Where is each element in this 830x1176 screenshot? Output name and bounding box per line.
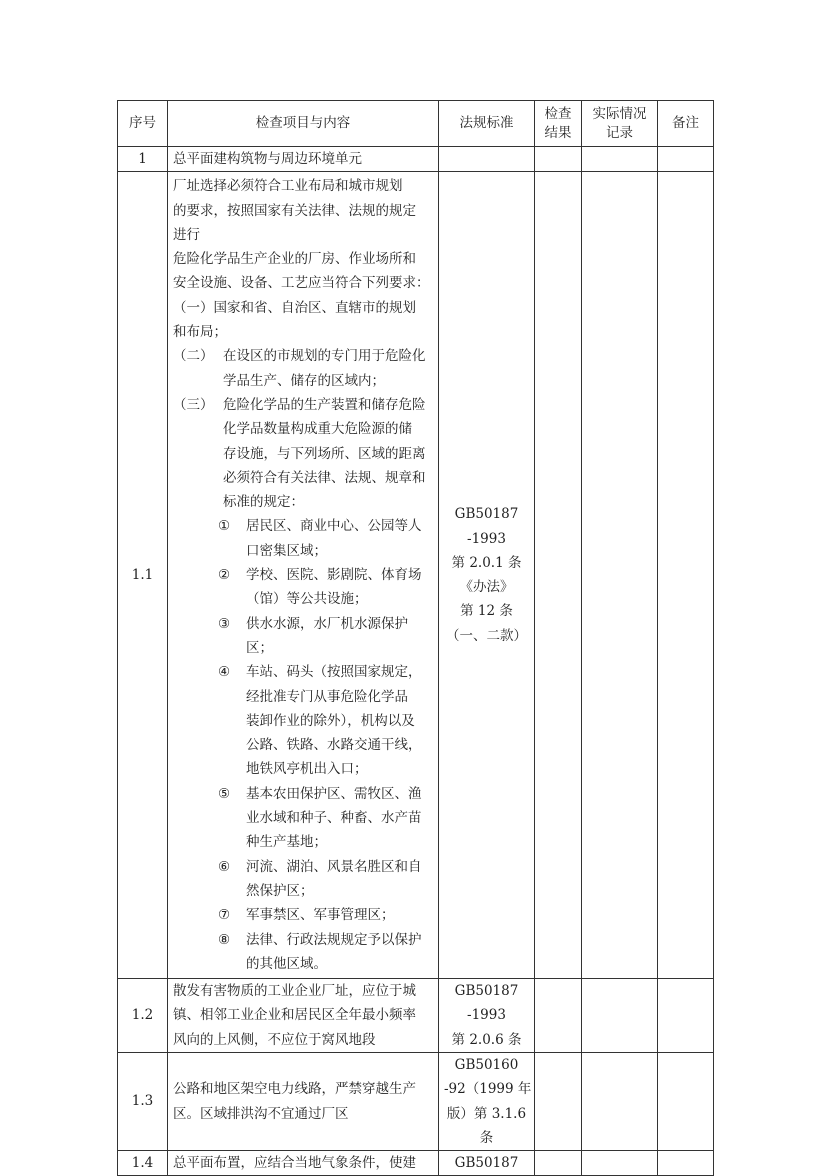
text-line: 进行 [173,226,200,243]
standard-line: GB50187 [454,983,519,1000]
item-marker: ⑦ [218,907,231,924]
header-result-line: 检查 [544,105,572,122]
text-line: （馆）等公共设施； [246,591,368,608]
row-content [168,1151,439,1176]
text-line: 镇、相邻工业企业和居民区全年最小频率 [173,1007,416,1024]
standard-line: （一、二款） [446,627,527,644]
list-item [173,660,433,781]
list-item [173,855,433,904]
row-result [535,1151,582,1176]
header-result [535,101,582,147]
inspection-table [117,100,714,1176]
list-item [173,903,433,927]
row-record [582,1052,658,1150]
row-standard [439,979,535,1053]
clause [173,344,433,393]
text-line: 散发有害物质的工业企业厂址，应位于城 [173,983,416,1000]
item-marker: ⑧ [218,931,231,948]
text-line: 必须符合有关法律、法规、规章和 [223,469,426,486]
item-text [246,928,422,977]
standard-line: -92（1999 年 [444,1081,532,1098]
row-seq: 1.2 [118,979,168,1053]
item-marker: ⑥ [218,858,231,875]
header-row [118,101,714,147]
header-record [582,101,658,147]
text-line: 车站、码头（按照国家规定， [246,664,422,681]
text-line: 居民区、商业中心、公园等人 [246,518,422,535]
item-text [246,563,422,612]
list-item [173,782,433,855]
row-result [535,979,582,1053]
text-line: 风向的上风侧，不应位于窝风地段 [173,1031,376,1048]
item-text [246,660,422,781]
text-line: 区； [246,639,273,656]
standard-line: 第 2.0.6 条 [451,1031,522,1048]
list-item [173,612,433,661]
text-line: 存设施，与下列场所、区域的距离 [223,445,426,462]
text-line: 然保护区； [246,882,314,899]
row-standard [439,1052,535,1150]
standard-line: -1993 [467,530,506,547]
row-content [168,979,439,1053]
row-seq: 1.3 [118,1052,168,1150]
row-content [168,172,439,979]
row-content [168,1052,439,1150]
text-line: 口密集区域； [246,542,327,559]
text-line: 的其他区域。 [246,955,327,972]
table-row [118,1052,714,1150]
header-result-line: 结果 [544,124,572,141]
text-line: 在设区的市规划的专门用于危险化 [223,348,426,365]
row-standard [439,147,535,172]
row-remark [658,172,714,979]
text-line: 基本农田保护区、需牧区、渔 [246,785,422,802]
row-remark [658,1151,714,1176]
standard-line: -1993 [467,1007,506,1024]
text-line: 的要求，按照国家有关法律、法规的规定 [173,202,416,219]
header-content: 检查项目与内容 [168,101,439,147]
item-marker: （三） [173,396,214,413]
text-line: 区。区域排洪沟不宜通过厂区 [173,1105,349,1122]
row-remark [658,147,714,172]
item-marker: ③ [218,615,231,632]
text-line: 标准的规定： [223,494,304,511]
row-remark [658,979,714,1053]
text-line: 公路、铁路、水路交通干线， [246,737,422,754]
item-marker: ① [218,518,231,535]
text-line: 经批准专门从事危险化学品 [246,688,408,705]
row-content [168,147,439,172]
item-text [246,903,395,927]
standard-line: GB50187 [454,506,519,523]
row-result [535,147,582,172]
text-line: 业水域和种子、种畜、水产苗 [246,810,422,827]
header-record-line: 实际情况 [592,105,647,122]
standard-line: 条 [479,1129,494,1146]
table-row [118,1151,714,1176]
row-record [582,147,658,172]
item-text [246,514,422,563]
standard-line: 第 12 条 [460,603,513,620]
text-line: （一）国家和省、自治区、直辖市的规划 [173,299,416,316]
clause [173,393,433,514]
text-line: 供水水源，水厂机水源保护 [246,615,408,632]
text-line: 学品生产、储存的区域内； [223,372,385,389]
header-standard: 法规标准 [439,101,535,147]
row-remark [658,1052,714,1150]
table-row [118,147,714,172]
table-row [118,172,714,979]
standard-line: 第 2.0.1 条 [451,554,522,571]
text-line: 危险化学品生产企业的厂房、作业场所和 [173,251,416,268]
text-line: 和布局； [173,324,227,341]
text-line: 总平面布置，应结合当地气象条件，使建 [173,1155,416,1172]
row-record [582,979,658,1053]
text-line: 安全设施、设备、工艺应当符合下列要求： [173,275,430,292]
header-seq: 序号 [118,101,168,147]
item-text [246,782,422,855]
text-line: 化学品数量构成重大危险源的储 [223,421,412,438]
row-seq: 1 [118,147,168,172]
list-item [173,563,433,612]
text-line: 学校、医院、影剧院、体育场 [246,567,422,584]
standard-line: 版）第 3.1.6 [446,1105,527,1122]
header-remark: 备注 [658,101,714,147]
text-line: 军事禁区、军事管理区； [246,907,395,924]
row-result [535,172,582,979]
text-line: 种生产基地； [246,834,327,851]
item-marker: ④ [218,664,231,681]
row-standard [439,1151,535,1176]
item-marker: ⑤ [218,785,231,802]
list-item [173,928,433,977]
row-seq: 1.1 [118,172,168,979]
row-seq: 1.4 [118,1151,168,1176]
text-line: 公路和地区架空电力线路，严禁穿越生产 [173,1081,416,1098]
item-text [246,855,422,904]
row-standard [439,172,535,979]
row-result [535,1052,582,1150]
text-line: 装卸作业的除外），机构以及 [246,712,415,729]
table-row [118,979,714,1053]
text-line: 河流、湖泊、风景名胜区和自 [246,858,422,875]
text-line: 总平面建构筑物与周边环境单元 [173,151,362,167]
standard-line: 《办法》 [459,579,514,596]
text-line: 危险化学品的生产装置和储存危险 [223,396,426,413]
text-line: 地铁风亭机出入口； [246,761,368,778]
item-text [223,344,426,393]
standard-line: GB50187 [454,1155,519,1172]
header-record-line: 记录 [606,124,633,141]
item-text [223,393,426,514]
list-item [173,514,433,563]
item-text [246,612,408,661]
text-line: 厂址选择必须符合工业布局和城市规划 [173,178,403,195]
item-marker: （二） [173,348,214,365]
row-record [582,172,658,979]
text-line: 法律、行政法规规定予以保护 [246,931,422,948]
row-record [582,1151,658,1176]
standard-line: GB50160 [454,1056,519,1073]
item-marker: ② [218,567,231,584]
